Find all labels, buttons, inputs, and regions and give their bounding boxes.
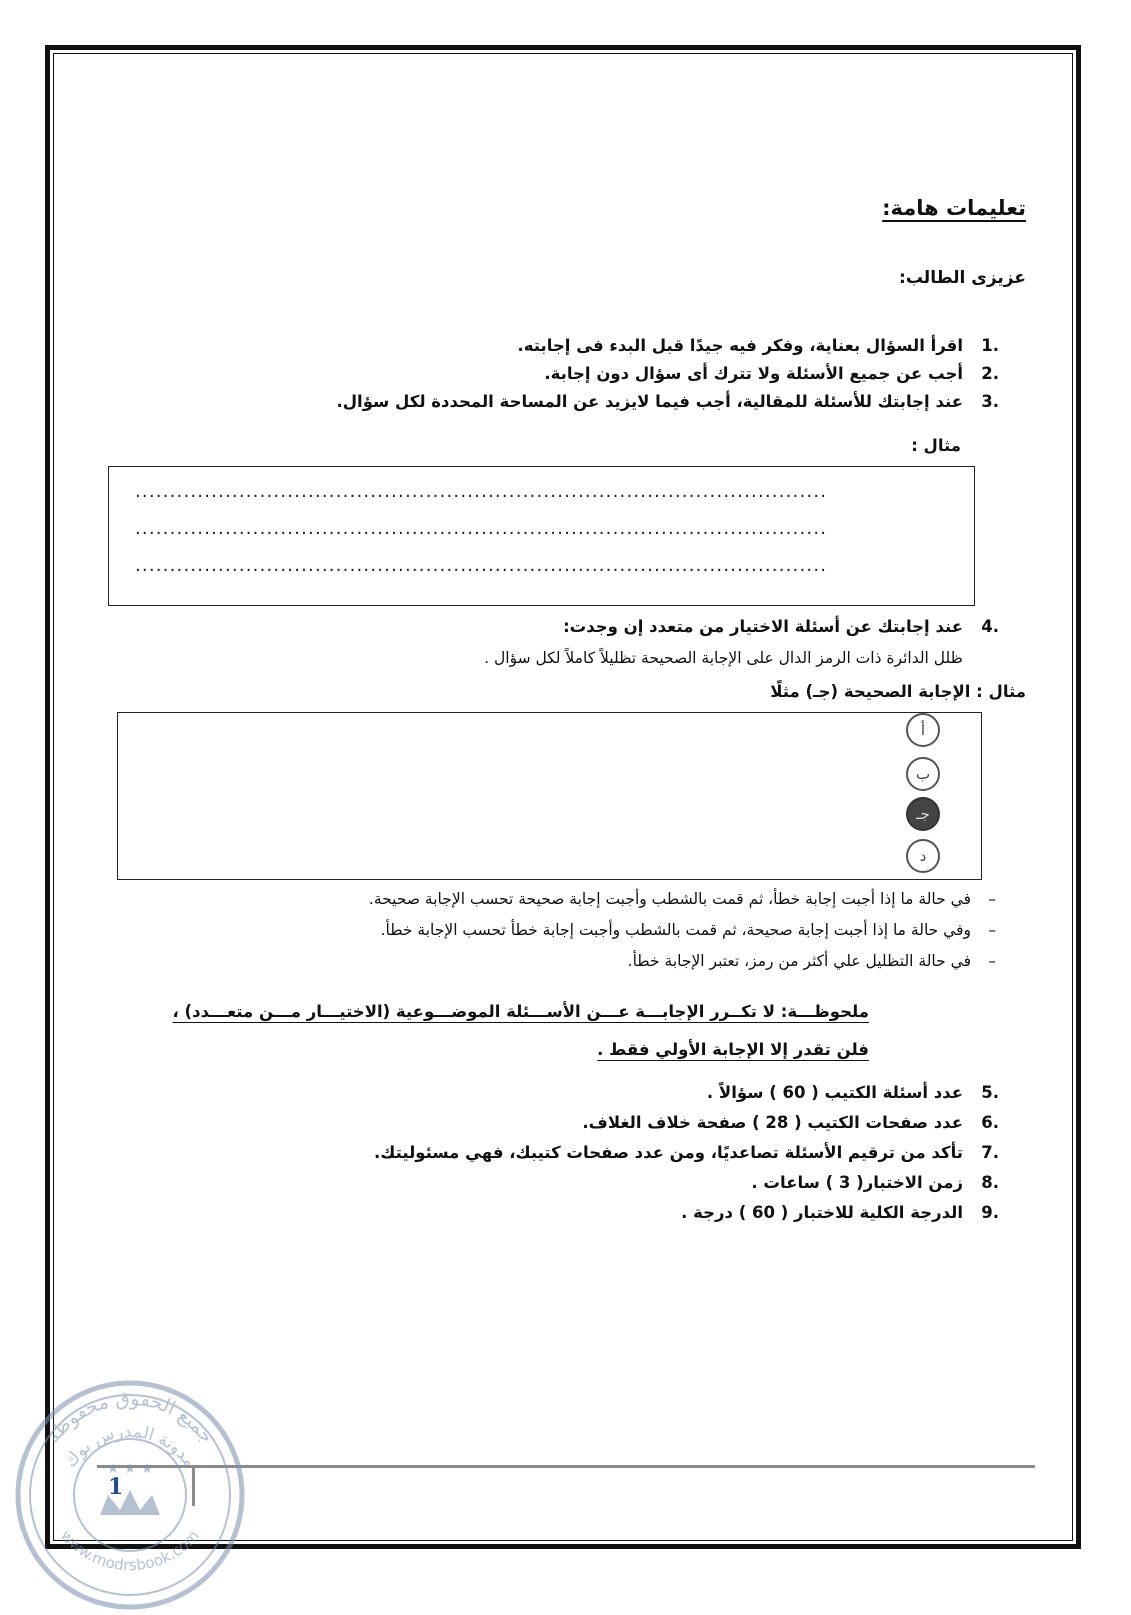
greeting: عزيزى الطالب: (899, 268, 1026, 288)
stamp-text-top: جميع الحقوق محفوظة (41, 1387, 219, 1448)
instruction-item: اقرأ السؤال بعناية، وفكر فيه جيدًا قبل البدء فى إجابته. (517, 336, 963, 355)
page-number: 1 (108, 1474, 124, 1500)
instruction-item: عند إجابتك للأسئلة للمقالية، أجب فيما لايزيد عن المساحة المحددة لكل سؤال. (336, 392, 963, 411)
fact-item: زمن الاختبار( 3 ) ساعات . (751, 1173, 963, 1192)
fact-item: تأكد من ترقيم الأسئلة تصاعديًا، ومن عدد صفحات كتيبك، فهي مسئوليتك. (373, 1143, 963, 1162)
answer-bubble: أ (906, 713, 940, 747)
item-number: 6. (981, 1113, 999, 1132)
instruction-item: عند إجابتك عن أسئلة الاختيار من متعدد إن وجدت: (563, 617, 963, 636)
rule-item: في حالة التظليل علي أكثر من رمز، تعتبر الإجابة خطأ. (627, 952, 971, 970)
item-number: 1. (981, 336, 999, 355)
answer-line: .................................................................................................... (135, 481, 828, 502)
answer-line: .................................................................................................... (135, 518, 828, 539)
instruction-detail: ظلل الدائرة ذات الرمز الدال على الإجابة الصحيحة تظليلاً كاملاً لكل سؤال . (484, 649, 963, 667)
item-number: 3. (981, 392, 999, 411)
note-line: ملحوظـــة: لا تكــرر الإجابـــة عـــن الأســـئلة الموضـــوعية (الاختيـــار مـــن متعـــدد) ، (172, 1002, 869, 1021)
answer-bubble: ب (906, 757, 940, 791)
list-dash: – (988, 921, 996, 939)
list-dash: – (988, 890, 996, 908)
rule-item: في حالة ما إذا أجبت إجابة خطأ، ثم قمت بالشطب وأجبت إجابة صحيحة تحسب الإجابة صحيحة. (368, 890, 971, 908)
answer-bubble: د (906, 839, 940, 873)
example-label: مثال : الإجابة الصحيحة (جـ) مثلًا (770, 682, 1026, 701)
item-number: 9. (981, 1203, 999, 1222)
watermark-stamp-icon (0, 1355, 260, 1615)
mcq-example-box (117, 712, 982, 880)
fact-item: عدد أسئلة الكتيب ( 60 ) سؤالاً . (706, 1083, 963, 1102)
note-line: فلن تقدر إلا الإجابة الأولي فقط . (597, 1040, 869, 1059)
fact-item: عدد صفحات الكتيب ( 28 ) صفحة خلاف الغلاف. (582, 1113, 963, 1132)
item-number: 4. (981, 617, 999, 636)
answer-bubble-filled: جـ (906, 797, 940, 831)
item-number: 7. (981, 1143, 999, 1162)
rule-item: وفي حالة ما إذا أجبت إجابة صحيحة، ثم قمت بالشطب وأجبت إجابة خطأ تحسب الإجابة خطأ. (380, 921, 971, 939)
fact-item: الدرجة الكلية للاختبار ( 60 ) درجة . (681, 1203, 963, 1222)
example-label: مثال : (911, 436, 961, 455)
item-number: 8. (981, 1173, 999, 1192)
stamp-text-mid: مدونة المدرس بوك (60, 1421, 200, 1472)
svg-text:★ ★ ★: ★ ★ ★ (106, 1461, 154, 1477)
instruction-item: أجب عن جميع الأسئلة ولا تترك أى سؤال دون إجابة. (544, 364, 963, 383)
page-title: تعليمات هامة: (882, 196, 1026, 220)
stamp-text-bottom: www.modrsbook.com (57, 1526, 203, 1575)
answer-line: .................................................................................................... (135, 555, 828, 576)
list-dash: – (988, 952, 996, 970)
item-number: 2. (981, 364, 999, 383)
item-number: 5. (981, 1083, 999, 1102)
